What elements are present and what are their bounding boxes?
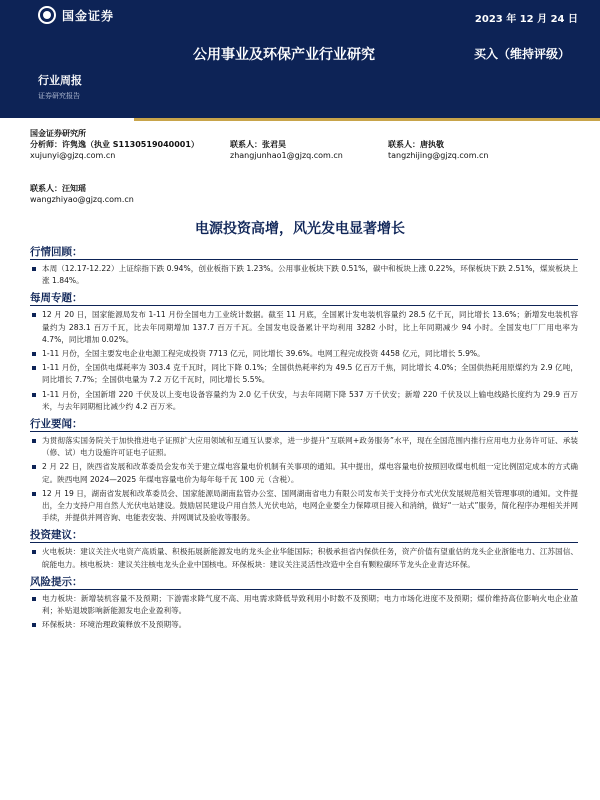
- contact-email: zhangjunhao1@gjzq.com.cn: [230, 151, 343, 160]
- list-item: 环保板块：环境治理政策释放不及预期等。: [30, 619, 578, 631]
- contact-analyst: [30, 139, 199, 161]
- list-item: 为贯彻落实国务院关于加快推进电子证照扩大应用领域和互通互认要求，进一步提升“互联网+政务服务”水平，现在全国范围内推行应用电力业务许可证、承装（修、试）电力设施许可证电子证照。: [30, 435, 578, 459]
- report-type-block: [0, 64, 134, 118]
- section-market: [30, 244, 578, 287]
- section-title: 每周专题：: [30, 290, 578, 306]
- section-title: 行情回顾：: [30, 244, 578, 260]
- contact-person-1: [230, 139, 343, 161]
- contact-role: 联系人：: [30, 184, 62, 193]
- contact-person-3: [30, 183, 134, 205]
- brand-name: 国金证券: [62, 8, 115, 23]
- section-news: [30, 416, 578, 524]
- bullet-icon: [30, 309, 42, 346]
- bullet-icon: [30, 461, 42, 485]
- section-risk: [30, 574, 578, 632]
- report-type: 行业周报: [38, 74, 82, 87]
- bullet-icon: [30, 362, 42, 386]
- list-item: 12 月 20 日，国家能源局发布 1-11 月份全国电力工业统计数据。截至 11 月底，全国累计发电装机容量约 28.5 亿千瓦，同比增长 13.6%；新增发电装机容量约为 283.1 百万千瓦，比去年同期增加 137.7 百万千瓦。全国发电设备累计平均利用 3282 小时，比上年同期减少 94 小时。全国发电厂厂用电率为 4.7%，同比增加 0.02%。: [30, 309, 578, 346]
- bullet-icon: [30, 389, 42, 413]
- list-item: 1-11 月份，全国主要发电企业电源工程完成投资 7713 亿元，同比增长 39.6%。电网工程完成投资 4458 亿元，同比增长 5.9%。: [30, 348, 578, 360]
- contact-name: 汪知瑶: [62, 184, 86, 193]
- bullet-icon: [30, 488, 42, 525]
- org-name: 国金证券研究所: [30, 129, 86, 138]
- report-date: 2023 年 12 月 24 日: [474, 14, 578, 25]
- main-title: 电源投资高增，风光发电显著增长: [195, 221, 405, 237]
- list-item: 电力板块：新增装机容量不及预期；下游需求降气度不高、用电需求降低导致利用小时数不及预期；电力市场化进度不及预期；煤价维持高位影响火电企业盈利；补贴退坡影响新能源发电企业盈利等。: [30, 593, 578, 617]
- list-item: 火电板块：建议关注火电资产高质量、积极拓展新能源发电的龙头企业华能国际；积极承担省内保供任务，资产价值有望重估的龙头企业浙能电力、江苏国信、皖能电力。核电板块：建议关注核电龙头企业中国核电。环保板块：建议关注灵活性改造中全自有颗粒碳环节龙头企业青达环保。: [30, 546, 578, 570]
- contact-role: 分析师：: [30, 140, 62, 149]
- contact-role: 联系人：: [388, 140, 420, 149]
- header-divider: [134, 118, 600, 121]
- section-title: 风险提示：: [30, 574, 578, 590]
- report-title: 公用事业及环保产业行业研究: [193, 47, 375, 63]
- list-item: 本周（12.17-12.22）上证综指下跌 0.94%，创业板指下跌 1.23%。公用事业板块下跌 0.51%，碳中和板块上涨 0.22%，环保板块下跌 2.51%，煤炭板块上涨 1.84%。: [30, 263, 578, 287]
- brand-logo-icon: [38, 6, 56, 24]
- bullet-icon: [30, 546, 42, 570]
- section-weekly: [30, 290, 578, 413]
- bullet-icon: [30, 435, 42, 459]
- contact-name: 张君昊: [262, 140, 286, 149]
- contact-row: [30, 139, 575, 183]
- report-body: [30, 244, 578, 634]
- contact-email: tangzhijing@gjzq.com.cn: [388, 151, 489, 160]
- contact-email: wangzhiyao@gjzq.com.cn: [30, 195, 134, 204]
- list-item: 2 月 22 日，陕西省发展和改革委员会发布关于建立煤电容量电价机制有关事项的通知。其中提出，煤电容量电价按照回收煤电机组一定比例固定成本的方式确定。陕西电网 2024—2025 年煤电容量电价为每年每千瓦 100 元（含税）。: [30, 461, 578, 485]
- list-item: 12 月 19 日，湖南省发展和改革委员会、国家能源局湖南监管办公室、国网湖南省电力有限公司发布关于支持分布式光伏发展规范相关管理事项的通知。文件提出，全力支持户用自然人光伏电站建设。鼓励居民建设户用自然人光伏电站，电网企业要全力保障项目接入和消纳，做好“一站式”服务，简化程序办理相关并网手续，并提供并网咨询、电能表安装、并网调试及验收等服务。: [30, 488, 578, 525]
- bullet-icon: [30, 348, 42, 360]
- bullet-icon: [30, 263, 42, 287]
- section-advice: [30, 527, 578, 570]
- brand-logo: [38, 6, 114, 24]
- bullet-icon: [30, 593, 42, 617]
- contact-email: xujunyi@gjzq.com.cn: [30, 151, 116, 160]
- report-subtype: 证券研究报告: [38, 92, 80, 100]
- contact-role: 联系人：: [230, 140, 262, 149]
- section-title: 投资建议：: [30, 527, 578, 543]
- bullet-icon: [30, 619, 42, 631]
- rating-label: 买入（维持评级）: [474, 47, 571, 61]
- list-item: 1-11 月份，全国供电煤耗率为 303.4 克千瓦时，同比下降 0.1%；全国供热耗率约为 49.5 亿百万千焦，同比增长 4.0%；全国供热耗用原煤约为 2.9 亿吨，同比增长 7.7%；全国供电量为 7.2 万亿千瓦时，同比增长 5.5%。: [30, 362, 578, 386]
- list-item: 1-11 月份，全国新增 220 千伏及以上变电设备容量约为 2.0 亿千伏安，与去年同期下降 537 万千伏安；新增 220 千伏及以上输电线路长度约为 29.9 百万米，与去年同期相比减少约 4.2 百万米。: [30, 389, 578, 413]
- contact-name: 许隽逸（执业 S1130519040001）: [62, 140, 199, 149]
- section-title: 行业要闻：: [30, 416, 578, 432]
- analyst-info: [30, 128, 575, 207]
- contact-row: [30, 183, 575, 207]
- contact-person-2: [388, 139, 489, 161]
- contact-name: 唐执敬: [420, 140, 444, 149]
